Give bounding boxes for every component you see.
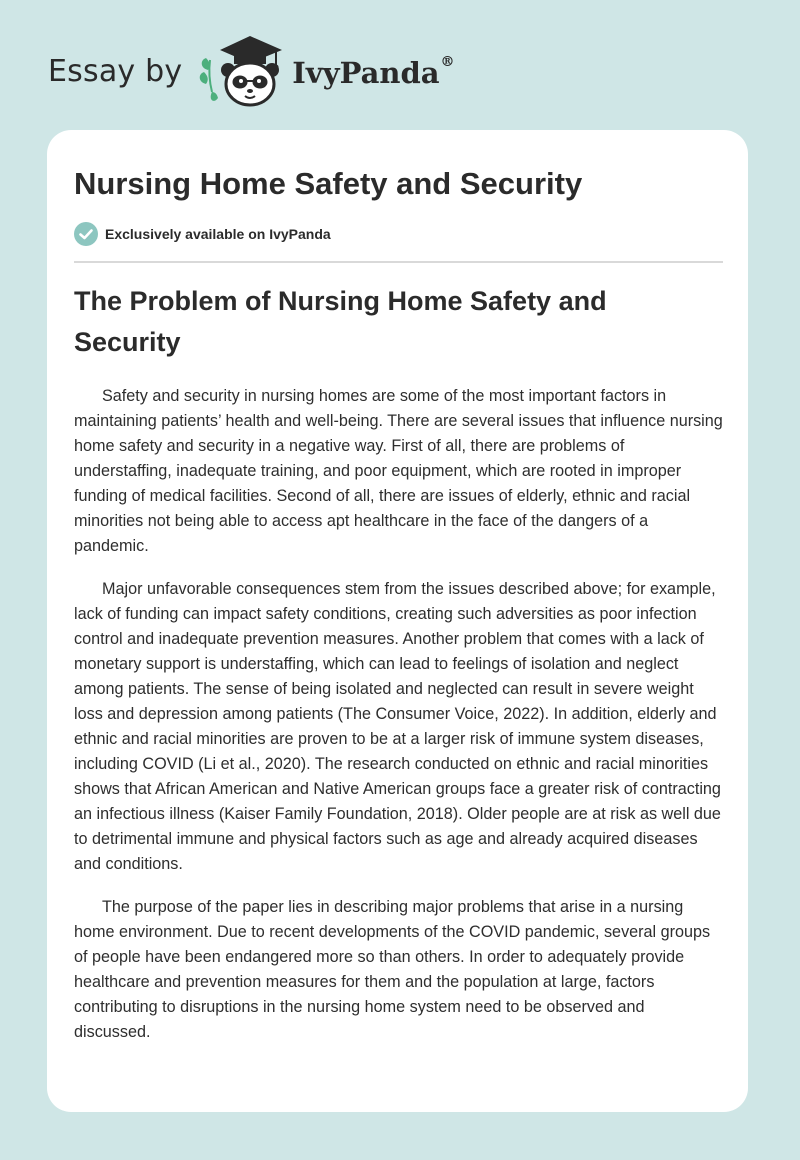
essay-body [74, 384, 724, 1063]
check-badge-icon [74, 222, 98, 246]
exclusive-badge [74, 222, 331, 246]
panda-graduate-icon [196, 30, 288, 110]
site-brand[interactable] [48, 30, 568, 110]
brand-prefix: Essay by [48, 53, 183, 89]
brand-name-text: IvyPanda [292, 56, 440, 90]
registered-mark: ® [440, 54, 455, 70]
paragraph-2: Major unfavorable consequences stem from the issues described above; for example, lack of funding can impact safety conditions, creating such adversities as poor infection control and inadequate prevention measures. Another problem that comes with a lack of monetary support is understaffing, which can lead to feelings of isolation and neglect among patients. The sense of being isolated and neglected can result in severe weight loss and depression among patients (The Consumer Voice, 2022). In addition, elderly and ethnic and racial minorities are proven to be at a larger risk of immune system diseases, including COVID (Li et al., 2020). The research conducted on ethnic and racial minorities shows that African American and Native American groups face a greater risk of contracting an infectious illness (Kaiser Family Foundation, 2018). Older people are at risk as well due to detrimental immune and physical factors such as age and already acquired diseases and conditions. [74, 580, 721, 873]
essay-card [47, 130, 748, 1112]
exclusive-badge-label: Exclusively available on IvyPanda [105, 226, 331, 242]
ivy-leaf-icon [200, 58, 218, 101]
paragraph-1: Safety and security in nursing homes are some of the most important factors in maintaining patients’ health and well-being. There are several issues that influence nursing home safety and security in a negative way. First of all, there are problems of understaffing, inadequate training, and poor equipment, which are rooted in improper funding of medical facilities. Second of all, there are issues of elderly, ethnic and racial minorities not being able to access apt healthcare in the face of the dangers of a pandemic. [74, 387, 723, 555]
title-divider [74, 261, 723, 263]
section-heading: The Problem of Nursing Home Safety and Security [74, 286, 607, 357]
essay-title: Nursing Home Safety and Security [74, 166, 583, 201]
paragraph-3: The purpose of the paper lies in describing major problems that arise in a nursing home environment. Due to recent developments of the COVID pandemic, several groups of people have been endangered more so than others. In order to adequately provide healthcare and prevention measures for them and the population at large, factors contributing to disruptions in the nursing home system need to be observed and discussed. [74, 898, 711, 1041]
brand-name [292, 56, 454, 90]
